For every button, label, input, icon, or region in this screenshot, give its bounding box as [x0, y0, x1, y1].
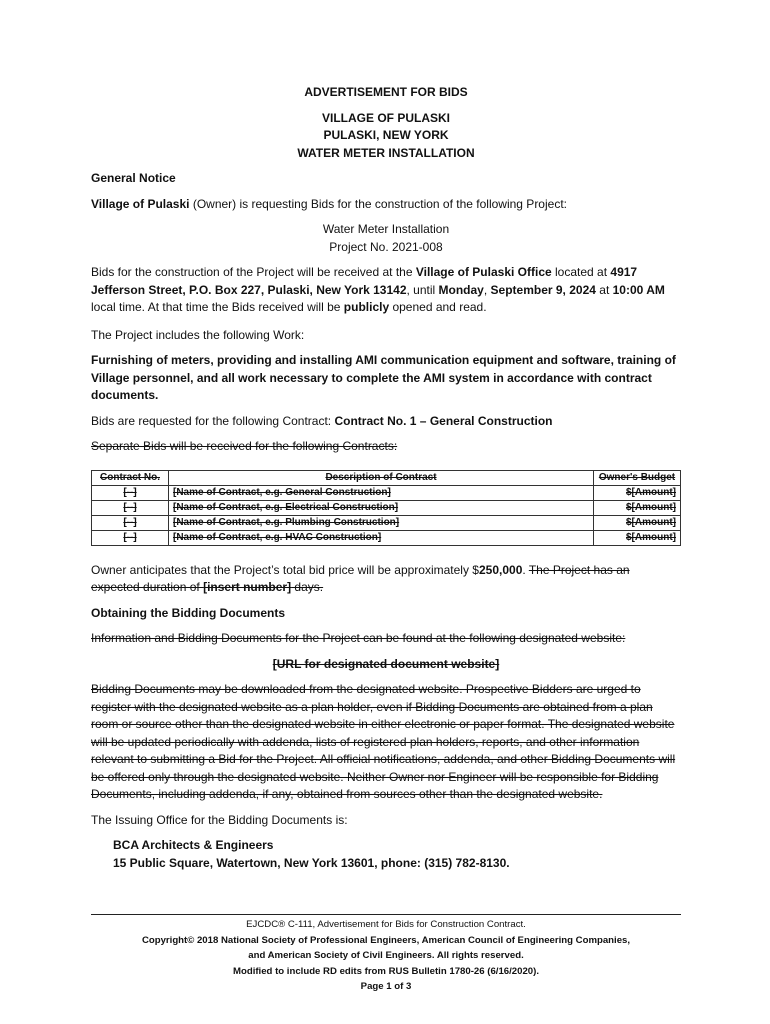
- duration-text: The Project has an expected duration of: [91, 562, 630, 594]
- footer-line-3: and American Society of Civil Engineers. All rights reserved.: [248, 950, 524, 961]
- general-notice-heading: General Notice: [91, 171, 176, 185]
- bids-location: Village of Pulaski Office: [415, 265, 552, 279]
- cell-description: [Name of Contract, e.g. Electrical Construction]: [169, 500, 594, 515]
- contracts-table: [91, 470, 681, 546]
- header-description: Description of Contract: [169, 470, 594, 485]
- office-address: 15 Public Square, Watertown, New York 13601, phone: (315) 782-8130.: [113, 855, 510, 870]
- contract-text: Bids are requested for the following Contract:: [91, 413, 335, 428]
- website-url-placeholder: [URL for designated document website]: [272, 656, 500, 671]
- cell-contract-no: [--]: [92, 515, 169, 530]
- bids-text-7: opened and read.: [389, 300, 487, 314]
- bids-text-3: , until: [406, 282, 439, 297]
- bids-address: 4917 Jefferson Street, P.O. Box 227, Pulaski, New York 13142: [91, 265, 638, 297]
- bids-text-1: Bids for the construction of the Project will be received at the: [91, 265, 416, 279]
- title-block: [91, 110, 681, 163]
- bids-paragraph: [91, 264, 681, 317]
- owner-name: Village of Pulaski: [91, 196, 190, 211]
- bids-text-2: located at: [551, 265, 611, 279]
- obtaining-heading: Obtaining the Bidding Documents: [91, 605, 285, 620]
- table-row: [92, 500, 681, 515]
- cell-budget: $[Amount]: [594, 515, 681, 530]
- budget-text: Owner anticipates that the Project’s total bid price will be approximately $: [91, 562, 479, 577]
- table-row: [92, 515, 681, 530]
- issuing-office-block: [91, 837, 681, 872]
- table-header-row: [92, 470, 681, 485]
- project-block: [91, 221, 681, 256]
- bids-text-4: ,: [483, 282, 491, 297]
- bids-date: September 9, 2024: [490, 282, 596, 297]
- cell-description: [Name of Contract, e.g. General Construction]: [169, 485, 594, 500]
- owner-text: (Owner) is requesting Bids for the construction of the following Project:: [189, 196, 567, 211]
- document-body: [91, 84, 681, 872]
- footer-line-1: EJCDC® C-111, Advertisement for Bids for Construction Contract.: [246, 919, 526, 930]
- bids-text-5: at: [595, 282, 613, 297]
- header-contract-no: Contract No.: [92, 470, 169, 485]
- office-name: BCA Architects & Engineers: [113, 838, 274, 852]
- cell-budget: $[Amount]: [594, 530, 681, 545]
- contract-paragraph: [91, 413, 681, 431]
- cell-contract-no: [--]: [92, 530, 169, 545]
- cell-description: [Name of Contract, e.g. HVAC Construction]: [169, 530, 594, 545]
- bids-time: 10:00 AM: [612, 282, 665, 297]
- doc-title: ADVERTISEMENT FOR BIDS: [304, 85, 468, 99]
- table-row: [92, 530, 681, 545]
- owner-paragraph: [91, 196, 681, 214]
- footer-line-4: Modified to include RD edits from RUS Bulletin 1780-26 (6/16/2020).: [232, 965, 539, 977]
- footer-line-2: Copyright© 2018 National Society of Professional Engineers, American Council of Engineering Companies,: [141, 934, 631, 946]
- contract-name: Contract No. 1 – General Construction: [334, 413, 553, 428]
- cell-budget: $[Amount]: [594, 500, 681, 515]
- cell-contract-no: [--]: [92, 500, 169, 515]
- work-description: Furnishing of meters, providing and installing AMI communication equipment and software, training of Village personnel, and all work necessary to complete the AMI system in accordance with contract documents.: [91, 353, 676, 402]
- separate-bids-text: Separate Bids will be received for the following Contracts:: [91, 439, 398, 453]
- title-line-2: PULASKI, NEW YORK: [323, 128, 449, 142]
- cell-contract-no: [--]: [92, 485, 169, 500]
- title-line-1: VILLAGE OF PULASKI: [321, 110, 450, 125]
- bids-publicly: publicly: [343, 300, 390, 314]
- header-budget: Owner's Budget: [594, 470, 681, 485]
- download-paragraph: Bidding Documents may be downloaded from the designated website. Prospective Bidders are urged to register with the designated website as a plan holder, even if Bidding Documents are obtained from a plan room or source other than the designated website in either electronic or paper format. The designated website will be updated periodically with addenda, lists of registered plan holders, reports, and other information relevant to submitting a Bid for the Project. All official notifications, addenda, and other Bidding Documents will be offered only through the designated website. Neither Owner nor Engineer will be responsible for Bidding Documents, including addenda, if any, obtained from sources other than the designated website.: [91, 682, 676, 801]
- table-row: [92, 485, 681, 500]
- budget-amount: 250,000: [478, 562, 523, 577]
- duration-placeholder: [insert number]: [203, 580, 292, 594]
- bids-day: Monday: [438, 282, 484, 297]
- project-number: Project No. 2021-008: [329, 239, 443, 254]
- cell-description: [Name of Contract, e.g. Plumbing Construction]: [169, 515, 594, 530]
- project-name: Water Meter Installation: [322, 222, 450, 236]
- budget-paragraph: [91, 562, 681, 597]
- bids-text-6: local time. At that time the Bids received will be: [91, 300, 344, 314]
- budget-period: .: [522, 562, 529, 577]
- cell-budget: $[Amount]: [594, 485, 681, 500]
- website-text: Information and Bidding Documents for the Project can be found at the following designated website:: [91, 631, 626, 645]
- page-number: Page 1 of 3: [360, 981, 412, 992]
- work-intro: The Project includes the following Work:: [91, 327, 305, 342]
- duration-days: days.: [291, 580, 324, 594]
- title-line-3: WATER METER INSTALLATION: [297, 145, 475, 160]
- page-footer: [91, 914, 681, 995]
- issuing-office-text: The Issuing Office for the Bidding Documents is:: [91, 812, 348, 827]
